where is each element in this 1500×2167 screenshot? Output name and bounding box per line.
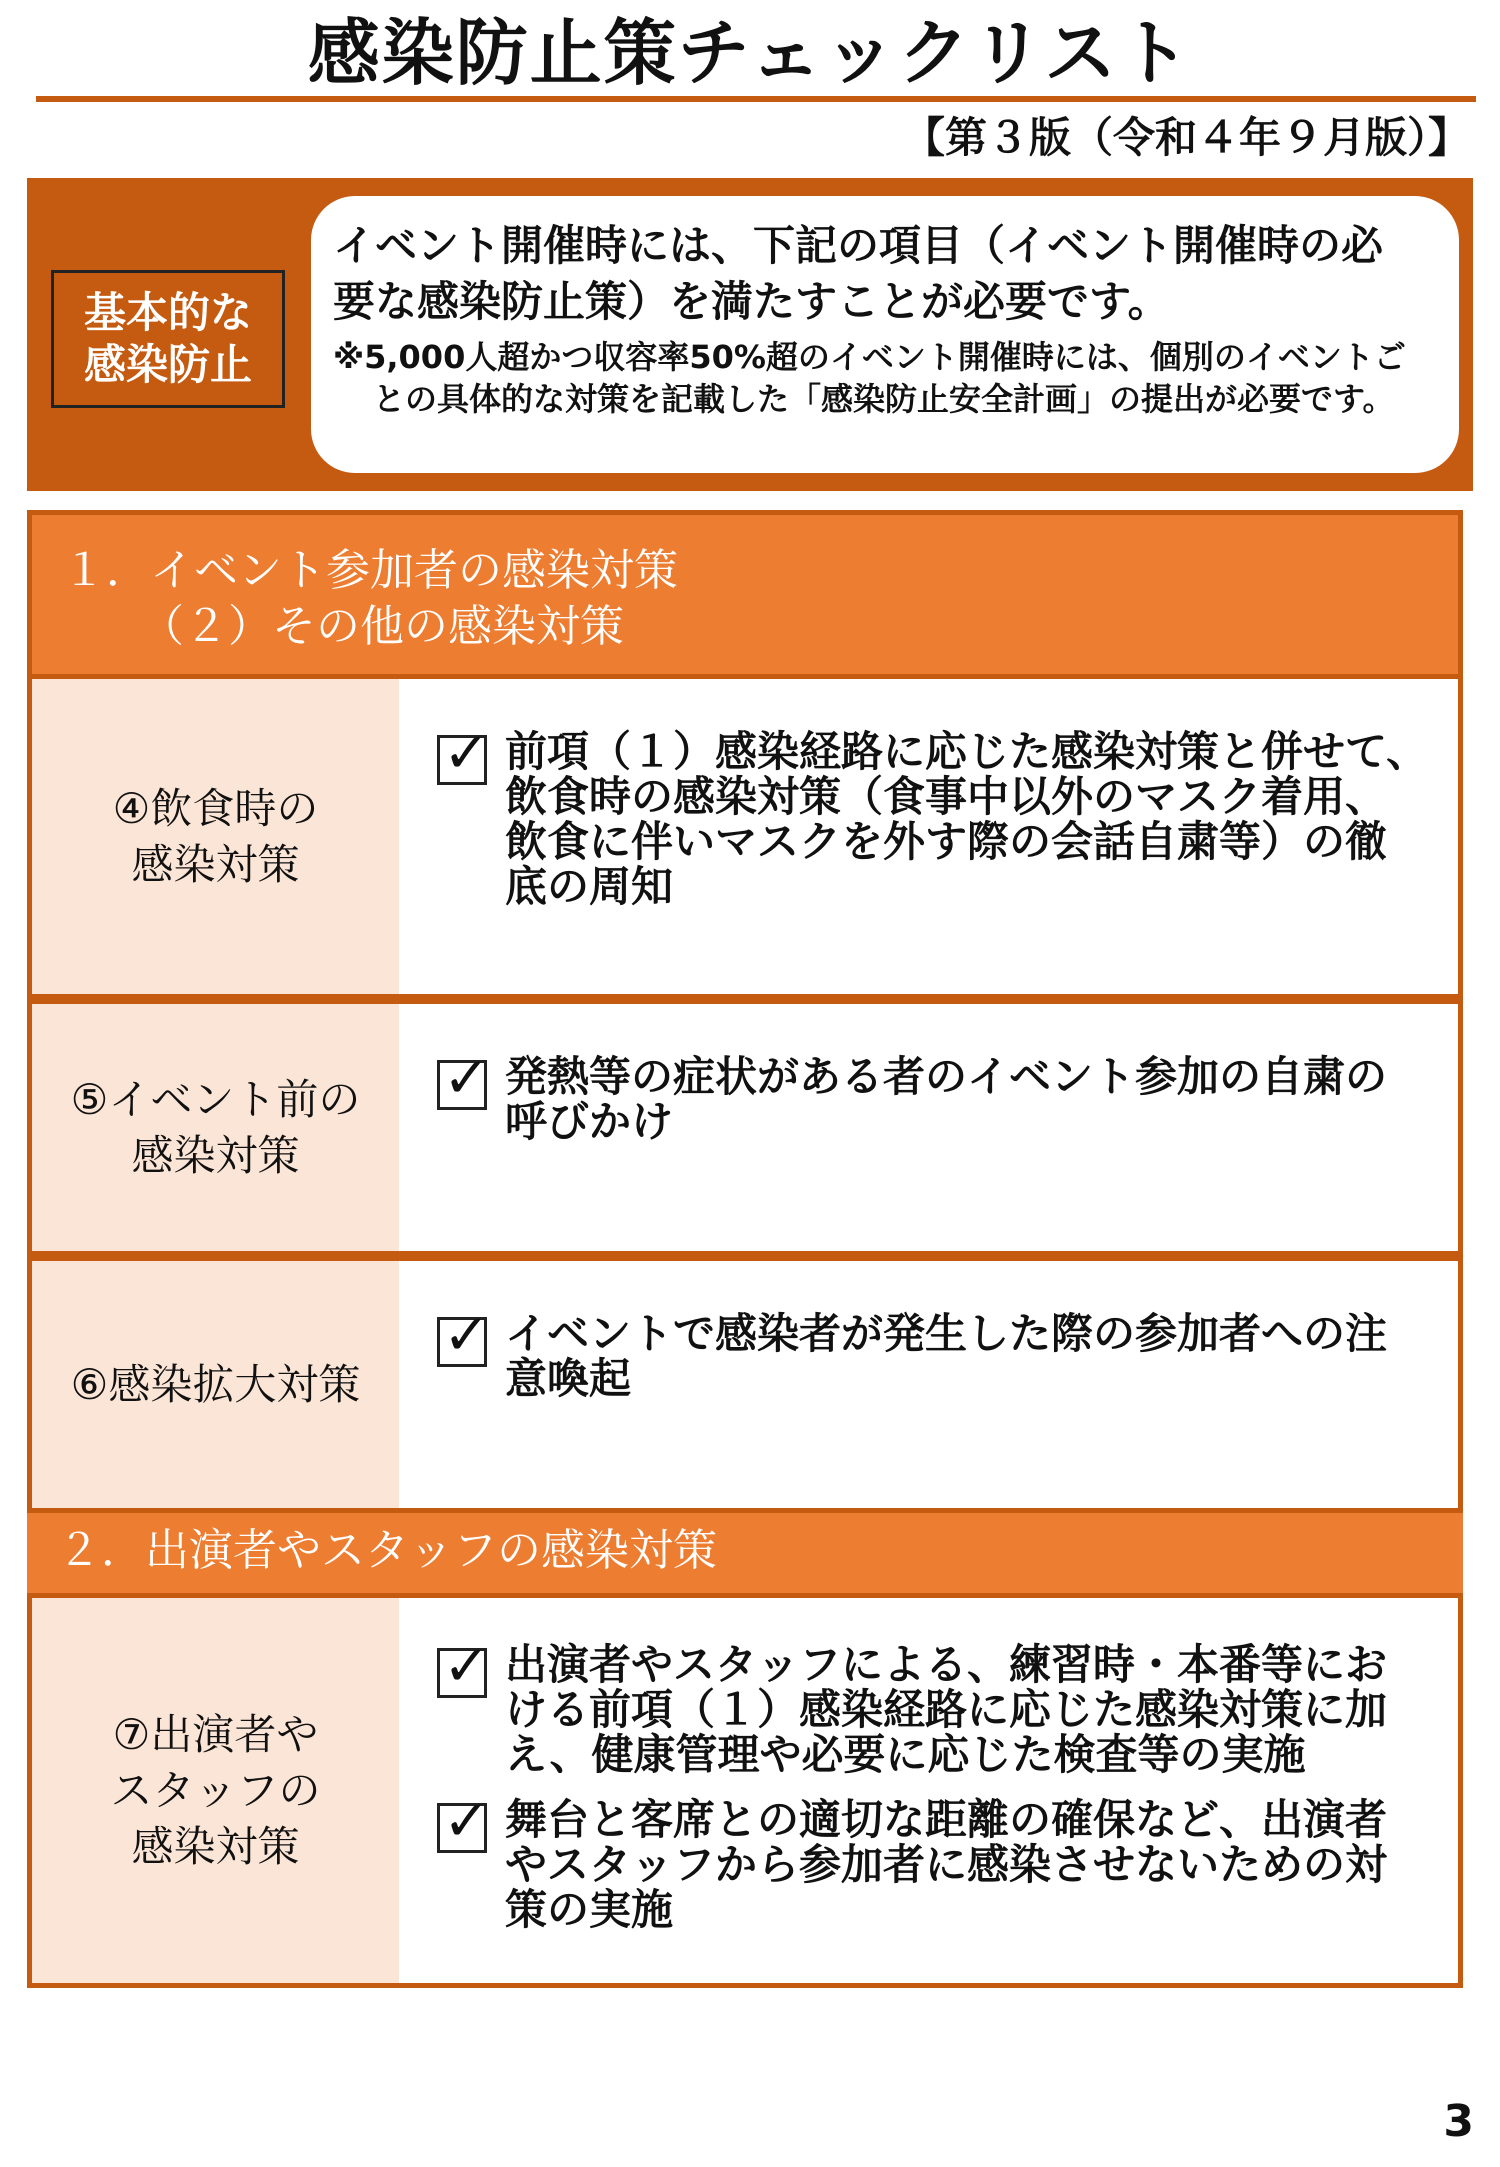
- checklist-row: [27, 999, 1463, 1256]
- row-label-line: 感染対策: [131, 1821, 300, 1871]
- basic-main-text: [333, 218, 1447, 330]
- item-line: やスタッフから参加者に感染させないための対: [505, 1840, 1388, 1889]
- edition-label: 【第３版（令和４年９月版）】: [902, 113, 1470, 162]
- section-2-header: [27, 1513, 1463, 1593]
- checklist-item-text: [505, 1311, 1387, 1401]
- item-line: 呼びかけ: [505, 1097, 674, 1146]
- row-label-line: 感染対策: [131, 1130, 300, 1180]
- title-divider: [36, 96, 1476, 102]
- checklist-item: [437, 1046, 1438, 1146]
- item-line: イベントで感染者が発生した際の参加者への注: [505, 1309, 1388, 1358]
- item-line: 出演者やスタッフによる、練習時・本番等にお: [505, 1640, 1388, 1689]
- item-line: 底の周知: [505, 862, 674, 911]
- item-line: ける前項（１）感染経路に応じた感染対策に加: [505, 1685, 1388, 1734]
- section-1-heading: １．イベント参加者の感染対策: [62, 545, 678, 596]
- check-mark-icon: ✓: [443, 1046, 490, 1111]
- item-line: え、健康管理や必要に応じた検査等の実施: [505, 1730, 1306, 1779]
- section-1-subheading: （２）その他の感染対策: [140, 601, 624, 652]
- basic-note-line: ※5,000人超かつ収容率50%超のイベント開催時には、個別のイベントご: [333, 338, 1406, 376]
- checklist-item: [437, 1634, 1438, 1779]
- basic-note: [333, 336, 1447, 420]
- row-label: [32, 1004, 399, 1251]
- item-line: 舞台と客席との適切な距離の確保など、出演者: [505, 1795, 1388, 1844]
- row-label-line: ⑥感染拡大対策: [70, 1359, 361, 1409]
- section-1-header: [27, 510, 1463, 674]
- page-title: 感染防止策チェックリスト: [307, 11, 1193, 95]
- checklist-item-text: [505, 1054, 1387, 1144]
- row-label: [32, 1261, 399, 1508]
- row-label: [32, 679, 399, 994]
- check-mark-icon: ✓: [443, 1303, 490, 1368]
- row-label-line: ⑦出演者や: [112, 1709, 319, 1759]
- checklist-row: [27, 1593, 1463, 1988]
- basic-main-line: 要な感染防止策）を満たすことが必要です。: [333, 277, 1170, 326]
- row-label: [32, 1598, 399, 1983]
- row-label-line: ④飲食時の: [112, 783, 319, 833]
- row-label-line: スタッフの: [110, 1765, 321, 1815]
- checklist-row: [27, 674, 1463, 999]
- checkbox[interactable]: [437, 1789, 490, 1854]
- row-items: [399, 1004, 1458, 1251]
- basic-measures-panel: [27, 178, 1473, 491]
- checklist-item-text: [505, 729, 1428, 909]
- item-line: 飲食時の感染対策（食事中以外のマスク着用、: [505, 772, 1388, 821]
- basic-main-line: イベント開催時には、下記の項目（イベント開催時の必: [333, 221, 1384, 270]
- section-2-heading: ２．出演者やスタッフの感染対策: [57, 1525, 717, 1576]
- row-label-line: ⑤イベント前の: [70, 1074, 361, 1124]
- item-line: 発熱等の症状がある者のイベント参加の自粛の: [505, 1052, 1388, 1101]
- item-line: 策の実施: [505, 1885, 674, 1934]
- checklist-item-text: [505, 1642, 1387, 1777]
- basic-label-line: 感染防止: [83, 340, 252, 389]
- check-mark-icon: ✓: [443, 721, 490, 786]
- row-label-line: 感染対策: [131, 839, 300, 889]
- item-line: 意喚起: [505, 1354, 632, 1403]
- checkbox[interactable]: [437, 1634, 490, 1699]
- row-items: [399, 679, 1458, 994]
- checklist-row: [27, 1256, 1463, 1513]
- check-mark-icon: ✓: [443, 1789, 490, 1854]
- checklist-item-text: [505, 1797, 1387, 1932]
- item-line: 前項（１）感染経路に応じた感染対策と併せて、: [505, 727, 1429, 776]
- basic-measures-label: [51, 270, 285, 408]
- checklist-item: [437, 1303, 1438, 1403]
- checkbox[interactable]: [437, 1303, 490, 1368]
- row-items: [399, 1598, 1458, 1983]
- check-mark-icon: ✓: [443, 1634, 490, 1699]
- checklist-item: [437, 721, 1438, 911]
- basic-measures-description: [311, 196, 1459, 473]
- basic-label-line: 基本的な: [83, 288, 252, 337]
- checkbox[interactable]: [437, 721, 490, 786]
- checklist-item: [437, 1789, 1438, 1934]
- basic-note-line: との具体的な対策を記載した「感染防止安全計画」の提出が必要です。: [373, 380, 1395, 418]
- checkbox[interactable]: [437, 1046, 490, 1111]
- item-line: 飲食に伴いマスクを外す際の会話自粛等）の徹: [505, 817, 1388, 866]
- page-number: 3: [1443, 2096, 1474, 2147]
- row-items: [399, 1261, 1458, 1508]
